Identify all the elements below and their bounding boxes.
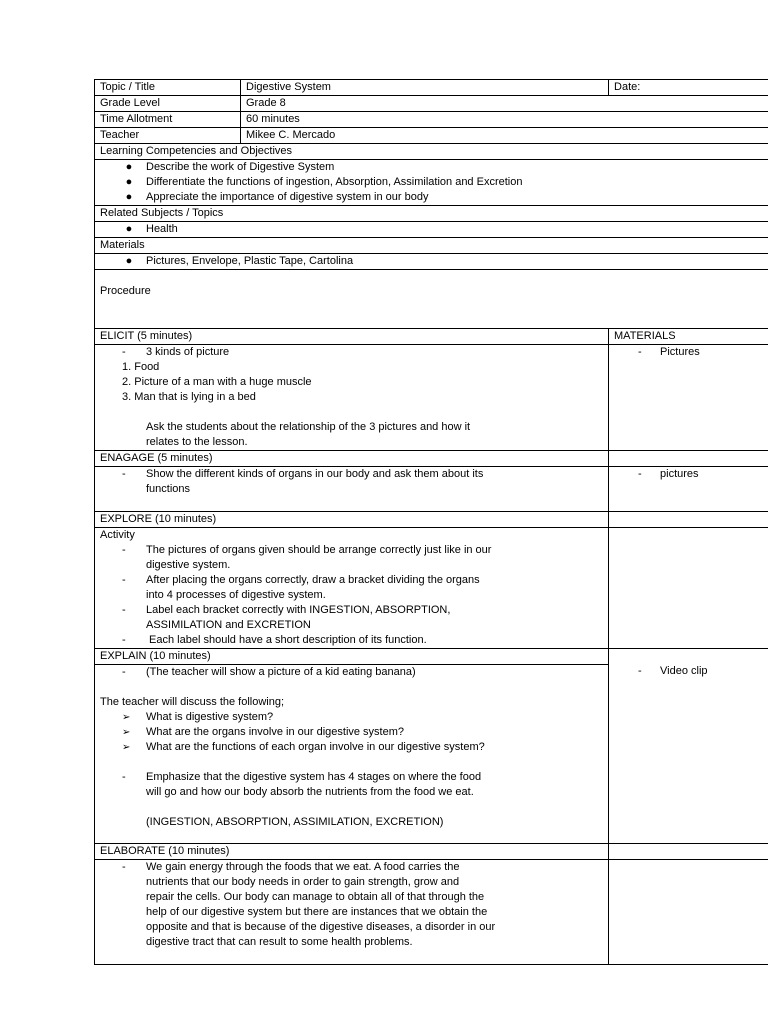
engage-title: ENAGAGE (5 minutes) <box>95 451 609 467</box>
materials-list-row <box>95 254 768 270</box>
topic-row <box>95 80 768 96</box>
list-item: 3. Man that is lying in a bed <box>122 391 256 403</box>
elaborate-title: ELABORATE (10 minutes) <box>95 844 609 860</box>
list-item: ● Health <box>100 222 766 237</box>
materials-column-label: MATERIALS <box>609 329 768 345</box>
arrow-icon: ➢ <box>122 727 131 738</box>
procedure-label: Procedure <box>100 285 151 297</box>
related-title-row <box>95 206 768 222</box>
competencies-list-row <box>95 160 768 206</box>
time-label: Time Allotment <box>95 112 241 128</box>
topic-label: Topic / Title <box>95 80 241 96</box>
elicit-body-row <box>95 345 768 451</box>
time-value: 60 minutes <box>241 112 768 128</box>
stages-text: (INGESTION, ABSORPTION, ASSIMILATION, EXCRETION) <box>146 816 444 828</box>
list-item: - Emphasize that the digestive system has 4 stages on where the food <box>122 771 482 783</box>
explain-header-row <box>95 649 768 665</box>
list-item: ● Describe the work of Digestive System <box>100 160 766 175</box>
list-item: - We gain energy through the foods that we eat. A food carries the <box>122 861 460 873</box>
list-item: - Label each bracket correctly with INGESTION, ABSORPTION, <box>122 604 451 616</box>
competencies-list <box>100 160 766 205</box>
list-item: ➢ What is digestive system? <box>122 711 274 723</box>
list-item: 1. Food <box>122 361 160 373</box>
grade-value: Grade 8 <box>241 96 768 112</box>
engage-body-row: - Show the different kinds of organs in our body and ask them about its functions - pictures <box>95 467 768 512</box>
elaborate-body-row: - We gain energy through the foods that we eat. A food carries the nutrients that our body needs in order to gain strength, grow and repair the cells. Our body can manage to obtain all of that through the help of our digestive system but there are instances that we obtain the opposite and that is because of the digestive diseases, a disorder in our digestive tract that can result to some health problems. <box>95 860 768 965</box>
related-list-row <box>95 222 768 238</box>
dash-icon: - <box>122 634 126 646</box>
grade-label: Grade Level <box>95 96 241 112</box>
arrow-icon: ➢ <box>122 742 131 753</box>
dash-icon: - <box>638 665 642 677</box>
bullet-icon: ● <box>125 255 133 267</box>
bullet-icon: ● <box>125 161 133 173</box>
list-item: - 3 kinds of picture <box>122 346 230 358</box>
list-item: - (The teacher will show a picture of a kid eating banana) <box>122 666 416 678</box>
elicit-instruction: Ask the students about the relationship of the 3 pictures and how it <box>146 421 471 433</box>
engage-material: - pictures <box>638 468 699 480</box>
materials-title-row <box>95 238 768 254</box>
dash-icon: - <box>122 346 126 358</box>
dash-icon: - <box>122 771 126 783</box>
elaborate-header-row <box>95 844 768 860</box>
explain-body-row: - (The teacher will show a picture of a kid eating banana) The teacher will discuss the following; ➢ What is digestive system? ➢ What are the organs involve in our digestive system? ➢ What are the functions of each organ involve in our digestive system? - Emphasize that the digestive system has 4 stages on where the food will go and how our body absorb the nutrients from the food we eat. (INGESTION, ABSORPTION, ASSIMILATION, EXCRETION) <box>95 665 768 844</box>
list-item: ➢ What are the organs involve in our digestive system? <box>122 726 405 738</box>
elicit-title: ELICIT (5 minutes) <box>95 329 609 345</box>
list-item: - After placing the organs correctly, draw a bracket dividing the organs <box>122 574 480 586</box>
activity-label: Activity <box>100 529 135 541</box>
elicit-instruction: relates to the lesson. <box>146 436 248 448</box>
dash-icon: - <box>122 544 126 556</box>
explore-header-row <box>95 512 768 528</box>
explain-title: EXPLAIN (10 minutes) <box>95 649 609 665</box>
related-title: Related Subjects / Topics <box>95 206 768 222</box>
list-item: ● Pictures, Envelope, Plastic Tape, Cartolina <box>100 254 766 269</box>
dash-icon: - <box>122 468 126 480</box>
arrow-icon: ➢ <box>122 712 131 723</box>
bullet-icon: ● <box>125 191 133 203</box>
elicit-header-row <box>95 329 768 345</box>
explore-title: EXPLORE (10 minutes) <box>95 512 609 528</box>
dash-icon: - <box>638 468 642 480</box>
bullet-icon: ● <box>125 176 133 188</box>
explore-body-row: Activity - The pictures of organs given should be arrange correctly just like in our digestive system. - After placing the organs correctly, draw a bracket dividing the organs into 4 processes of digestive system. - Label each bracket correctly with INGESTION, ABSORPTION, ASSIMILATION and EXCRETION - Each label should have a short description of its function. <box>95 528 768 649</box>
teacher-value: Mikee C. Mercado <box>241 128 768 144</box>
explain-intro: The teacher will discuss the following; <box>100 696 285 708</box>
list-item: ● Appreciate the importance of digestive system in our body <box>100 190 766 205</box>
list-item: - Each label should have a short description of its function. <box>122 634 427 646</box>
teacher-label: Teacher <box>95 128 241 144</box>
topic-value: Digestive System <box>241 80 609 96</box>
elicit-material: - Pictures <box>638 346 700 358</box>
list-item: ● Differentiate the functions of ingestion, Absorption, Assimilation and Excretion <box>100 175 766 190</box>
engage-header-row <box>95 451 768 467</box>
procedure-row <box>95 270 768 329</box>
dash-icon: - <box>638 346 642 358</box>
dash-icon: - <box>122 604 126 616</box>
materials-list <box>100 254 766 269</box>
dash-icon: - <box>122 666 126 678</box>
competencies-title-row <box>95 144 768 160</box>
lesson-plan-table <box>94 79 768 965</box>
teacher-row <box>95 128 768 144</box>
competencies-title: Learning Competencies and Objectives <box>95 144 768 160</box>
list-item: ➢ What are the functions of each organ involve in our digestive system? <box>122 741 485 753</box>
related-list <box>100 222 766 237</box>
grade-row <box>95 96 768 112</box>
time-row <box>95 112 768 128</box>
list-item: - The pictures of organs given should be arrange correctly just like in our <box>122 544 492 556</box>
date-label: Date: <box>609 80 768 96</box>
lesson-plan <box>94 79 768 965</box>
list-item: 2. Picture of a man with a huge muscle <box>122 376 312 388</box>
list-item: - Show the different kinds of organs in our body and ask them about its <box>122 468 484 480</box>
dash-icon: - <box>122 574 126 586</box>
materials-title: Materials <box>95 238 768 254</box>
explain-material: - Video clip <box>638 665 708 677</box>
dash-icon: - <box>122 861 126 873</box>
bullet-icon: ● <box>125 223 133 235</box>
